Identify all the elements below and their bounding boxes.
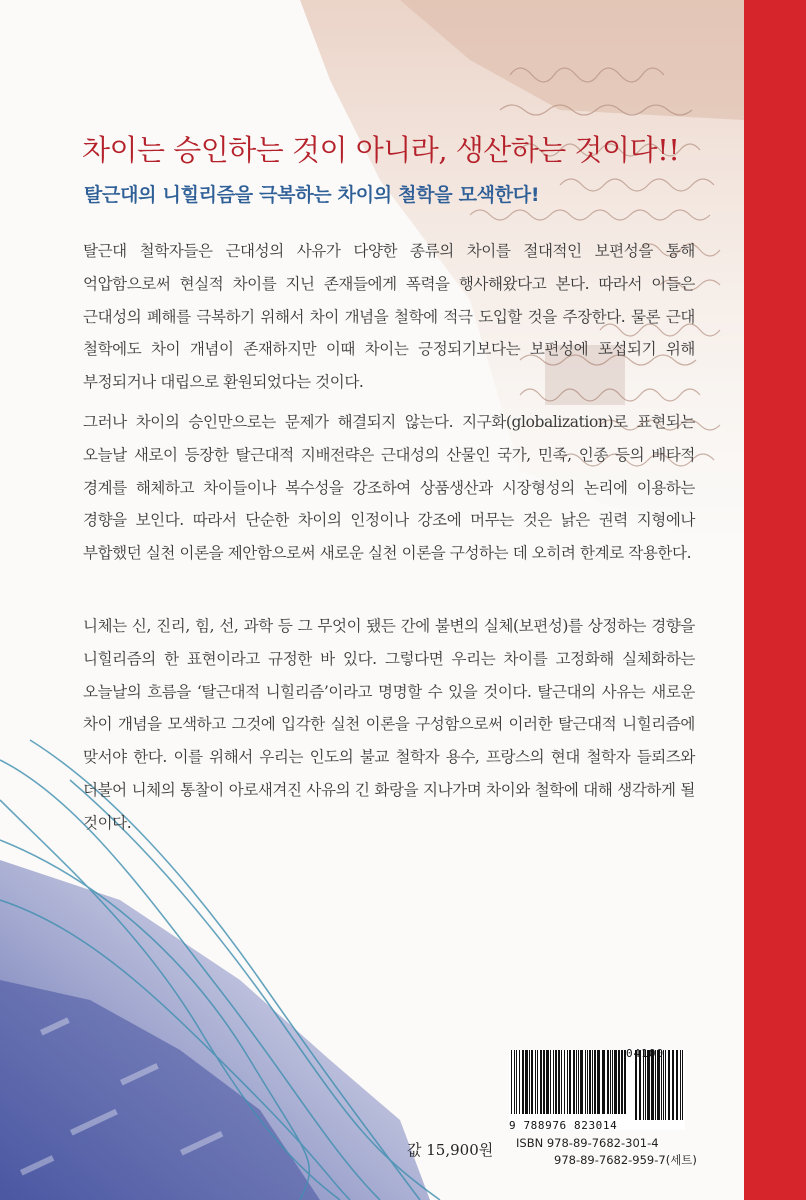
barcode-bar <box>647 1050 650 1120</box>
barcode-bar <box>519 1050 520 1114</box>
ean-barcode-digits: 9 788976 823014 <box>509 1119 618 1132</box>
barcode-bar <box>597 1050 600 1114</box>
barcode-bar <box>535 1050 536 1114</box>
headline: 차이는 승인하는 것이 아니라, 생산하는 것이다!! <box>82 133 680 167</box>
barcode-bar <box>602 1050 605 1114</box>
barcode-bar <box>643 1050 644 1120</box>
barcode-bar <box>612 1050 613 1114</box>
body-paragraph-1: 탈근대 철학자들은 근대성의 사유가 다양한 종류의 차이를 절대적인 보편성을 통해 억압함으로써 현실적 차이를 지닌 존재들에게 폭력을 행사해왔다고 본다. 따라서 이들은 근대성의 폐해를 극복하기 위해서 차이 개념을 철학에 적극 도입할 것을 주장한다. 물론 근대 철학에도 차이 개념이 존재하지만 이때 차이는 긍정되기보다는 보편성에 포섭되기 위해 부정되거나 대립으로 환원되었다는 것이다. <box>83 242 695 392</box>
barcode-bar <box>567 1050 568 1114</box>
barcode-bar <box>645 1050 646 1120</box>
barcode-bar <box>663 1050 664 1120</box>
barcode-bar <box>580 1050 583 1114</box>
barcode-bar <box>676 1050 678 1120</box>
isbn-barcode <box>509 1047 685 1132</box>
body-paragraph-2: 그러나 차이의 승인만으로는 문제가 해결되지 않는다. 지구화(globalization)로 표현되는 오늘날 새로이 등장한 탈근대적 지배전략은 근대성의 산물인 국가, 민족, 인종 등의 배타적 경계를 해체하고 차이들이나 복수성을 강조하여 상품생산과 시장형성의 논리에 이용하는 경향을 보인다. 따라서 단순한 차이의 인정이나 강조에 머무는 것은 낡은 권력 지형에나 부합했던 실천 이론을 제안함으로써 새로운 실천 이론을 구성하는 데 오히려 한계로 작용한다. <box>83 413 695 563</box>
barcode-bar <box>621 1050 623 1114</box>
barcode-bar <box>594 1050 596 1114</box>
barcode-bar <box>618 1050 620 1114</box>
barcode-bar <box>540 1050 542 1114</box>
barcode-bar <box>561 1050 562 1114</box>
barcode-bar <box>635 1050 637 1120</box>
barcode-bar <box>578 1050 579 1114</box>
barcode-bar <box>672 1050 674 1120</box>
barcode-bar <box>587 1050 588 1114</box>
body-paragraph-3: 니체는 신, 진리, 힘, 선, 과학 등 그 무엇이 됐든 간에 불변의 실체(보편성)를 상정하는 경향을 니힐리즘의 한 표현이라고 규정한 바 있다. 그렇다면 우리는 차이를 고정화해 실체화하는 오늘날의 흐름을 ‘탈근대적 니힐리즘’이라고 명명할 수 있을 것이다. 탈근대의 사유는 새로운 차이 개념을 모색하고 그것에 입각한 실천 이론을 구성함으로써 이러한 탈근대적 니힐리즘에 맞서야 한다. 이를 위해서 우리는 인도의 불교 철학자 용수, 프랑스의 현대 철학자 들뢰즈와 더불어 니체의 통찰이 아로새겨진 사유의 긴 화랑을 지나가며 차이와 철학에 대해 생각하게 될 것이다. <box>83 617 696 832</box>
barcode-bar <box>607 1050 609 1114</box>
barcode-bar <box>553 1050 554 1114</box>
barcode-bar <box>614 1050 617 1114</box>
barcode-bar <box>537 1050 538 1114</box>
barcode-bar <box>525 1050 528 1114</box>
barcode-bar <box>639 1050 641 1120</box>
isbn-line-1: ISBN 978-89-7682-301-4 <box>516 1136 659 1150</box>
barcode-bar <box>589 1050 591 1114</box>
barcode-bar <box>680 1050 681 1120</box>
barcode-bar <box>558 1050 560 1114</box>
addon-barcode-digits: 04100 <box>626 1047 665 1060</box>
barcode-bar <box>585 1050 586 1114</box>
barcode-bar <box>564 1050 565 1114</box>
barcode-bar <box>576 1050 577 1114</box>
barcode-bar <box>555 1050 557 1114</box>
barcode-bar <box>657 1050 660 1120</box>
barcode-bar <box>668 1050 670 1120</box>
addon-barcode-bars <box>633 1050 685 1120</box>
barcode-bar <box>550 1050 551 1114</box>
barcode-bar <box>665 1050 666 1120</box>
barcode-bar <box>514 1050 515 1114</box>
price-label: 값 15,900원 <box>407 1141 494 1159</box>
barcode-bar <box>682 1050 683 1120</box>
barcode-bar <box>592 1050 593 1114</box>
subheadline: 탈근대의 니힐리즘을 극복하는 차이의 철학을 모색한다! <box>84 184 540 206</box>
isbn-line-2: 978-89-7682-959-7(세트) <box>554 1153 697 1167</box>
barcode-bar <box>661 1050 662 1120</box>
barcode-bar <box>516 1050 517 1114</box>
barcode-bar <box>573 1050 575 1114</box>
barcode-bar <box>546 1050 549 1114</box>
ean-barcode-bars <box>509 1050 629 1120</box>
barcode-bar <box>511 1050 512 1114</box>
barcode-bar <box>569 1050 571 1114</box>
red-spine-band <box>744 0 806 1200</box>
barcode-bar <box>531 1050 533 1114</box>
barcode-bar <box>543 1050 545 1114</box>
barcode-bar <box>610 1050 611 1114</box>
barcode-bar <box>529 1050 530 1114</box>
barcode-bar <box>522 1050 524 1114</box>
barcode-bar <box>655 1050 656 1120</box>
barcode-bar <box>651 1050 654 1120</box>
